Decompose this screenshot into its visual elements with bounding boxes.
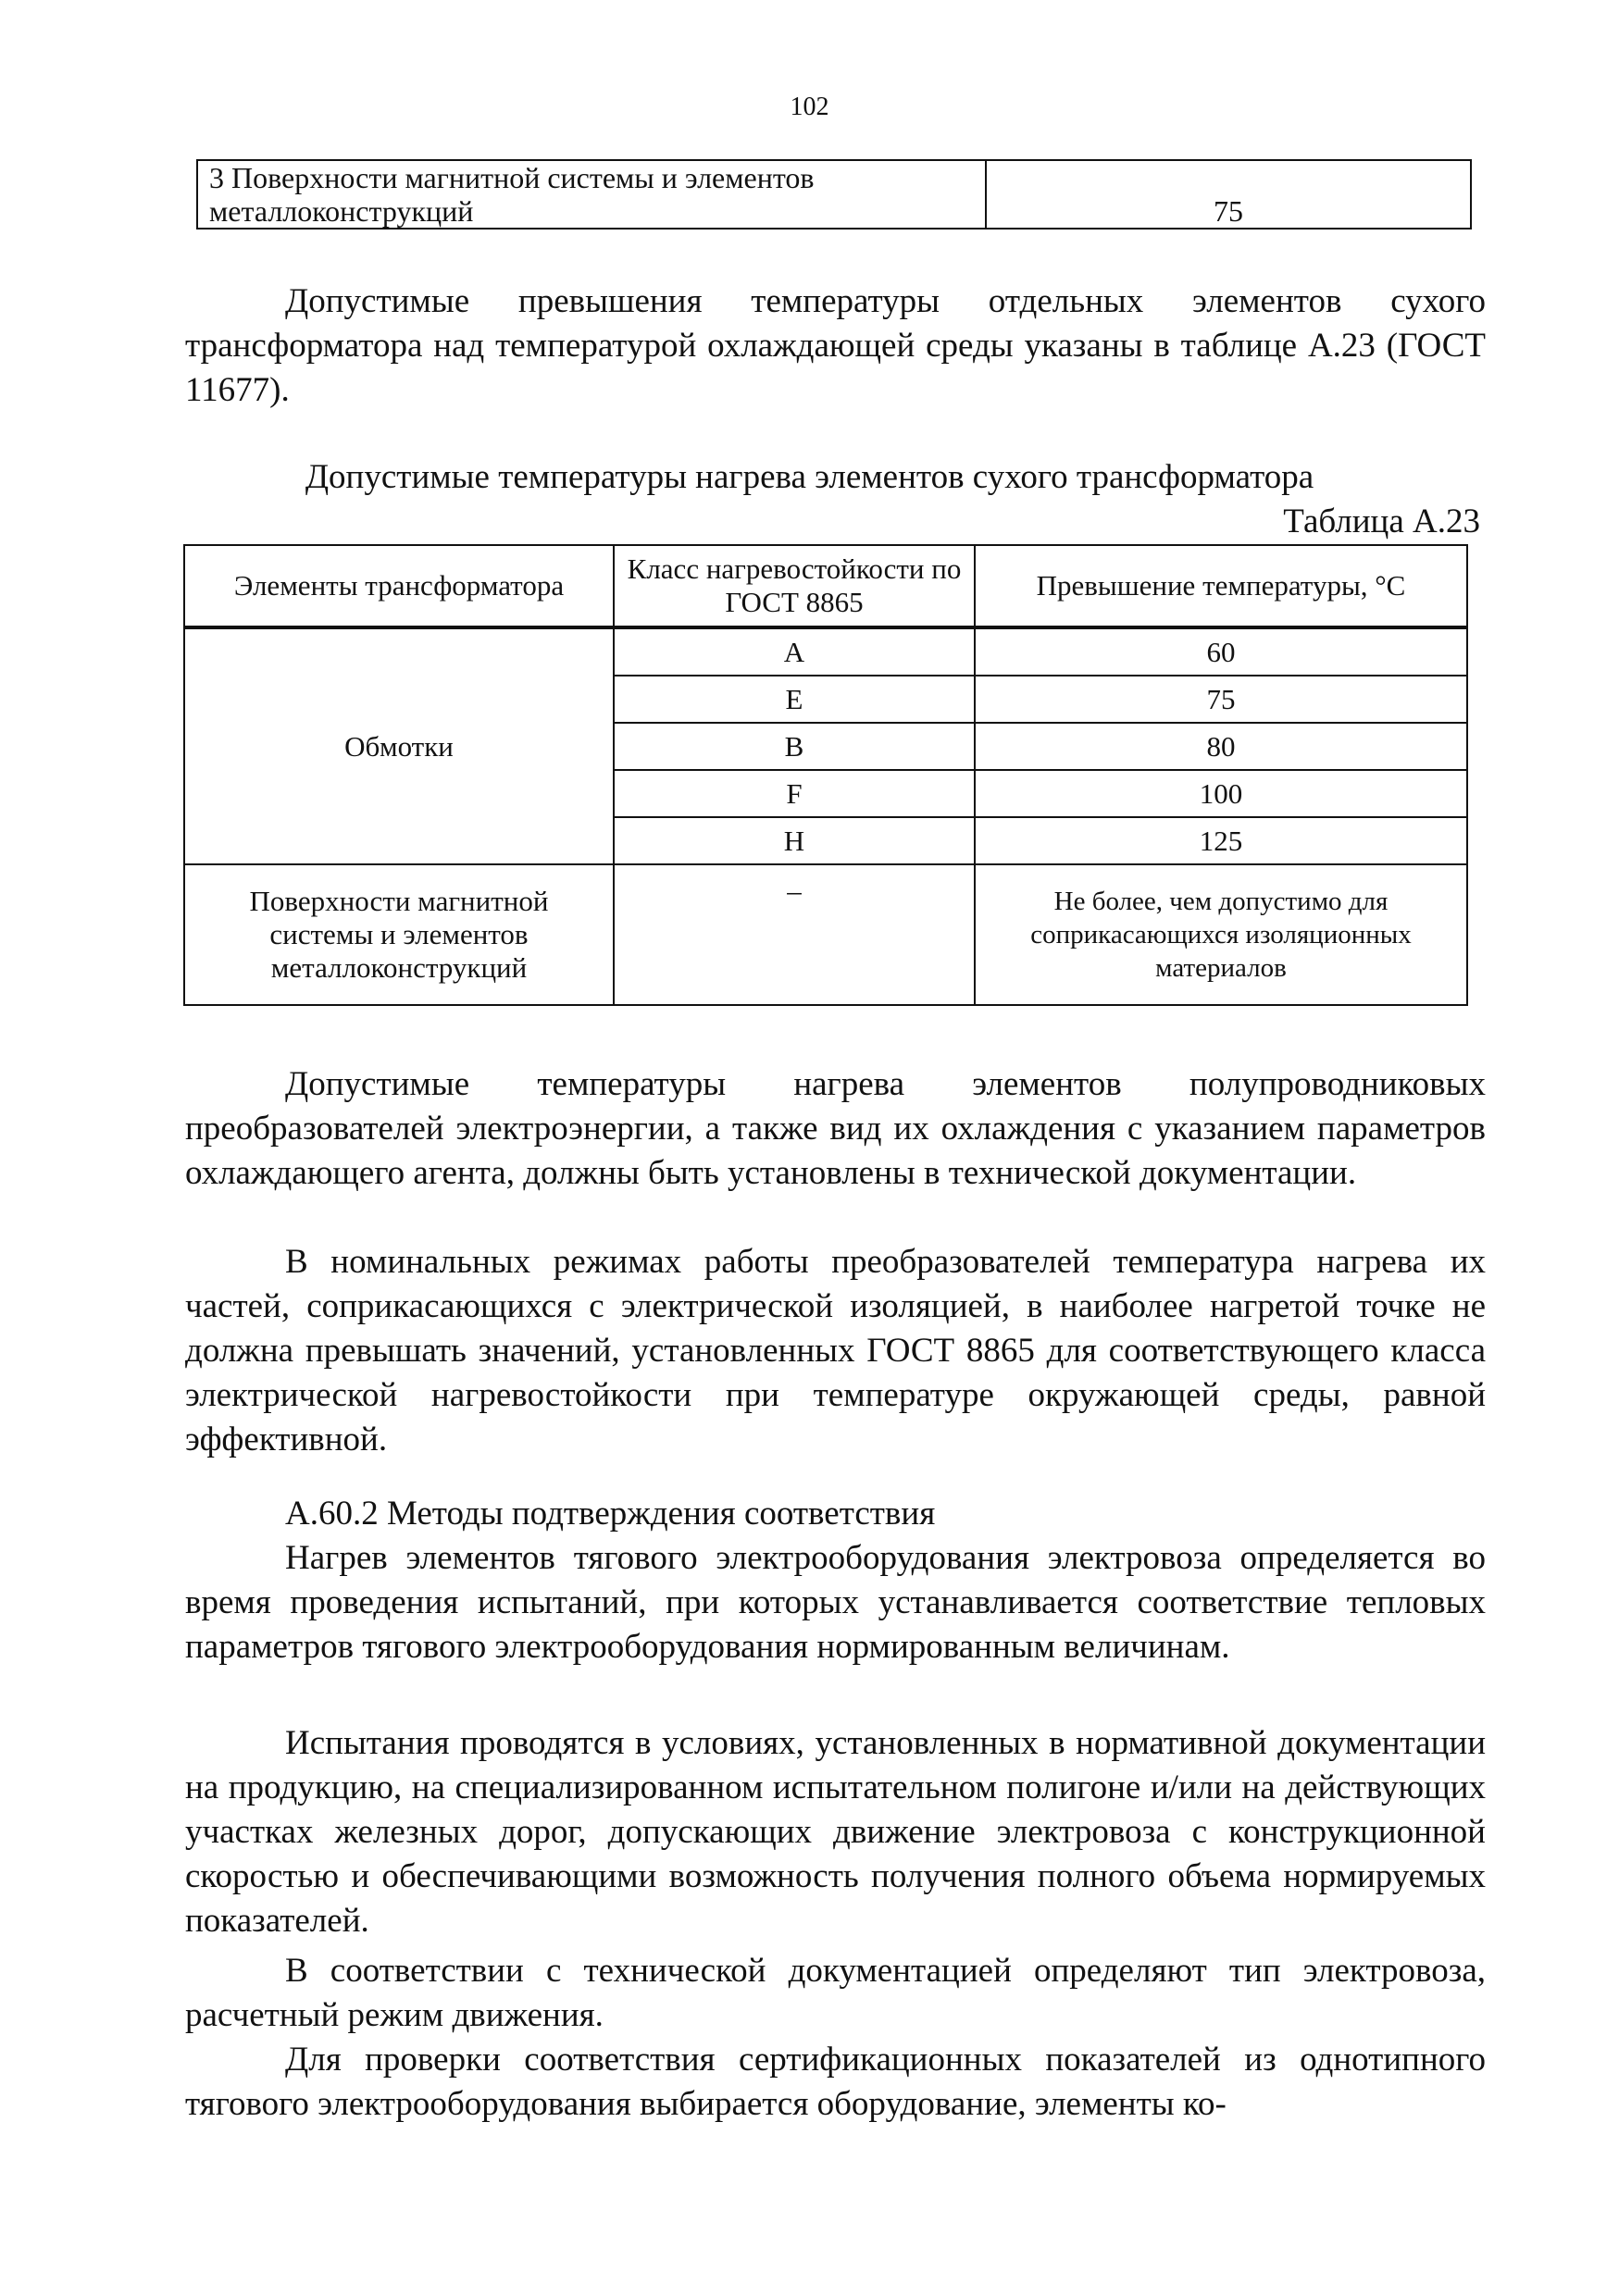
temperature-table xyxy=(183,544,1468,1006)
class-cell: А xyxy=(614,627,975,676)
continued-table xyxy=(196,159,1472,230)
table-cell-element: 3 Поверхности магнитной системы и элементов металлоконструкций xyxy=(197,160,986,229)
table-cell-value: 75 xyxy=(986,160,1471,229)
table-caption: Допустимые температуры нагрева элементов сухого трансформатора xyxy=(305,458,1314,496)
value-cell: 100 xyxy=(975,770,1467,817)
group-label-surfaces: Поверхности магнитной системы и элементов металлоконструкций xyxy=(184,864,614,1005)
class-cell: – xyxy=(614,864,975,1005)
paragraph-verification: Для проверки соответствия сертификационных показателей из однотипного тягового электрооборудования выбирается оборудование, элементы ко- xyxy=(185,2041,1486,2123)
section-title: А.60.2 Методы подтверждения соответствия xyxy=(285,1495,936,1533)
paragraph-documentation: В соответствии с технической документацией определяют тип электровоза, расчетный режим движения. xyxy=(185,1952,1486,2034)
table-row xyxy=(184,864,1467,1005)
table-label: Таблица А.23 xyxy=(1283,503,1480,540)
intro-paragraph: Допустимые превышения температуры отдельных элементов сухого трансформатора над температурой охлаждающей среды указаны в таблице А.23 (ГОСТ 11677). xyxy=(185,282,1486,409)
paragraph-nominal-modes: В номинальных режимах работы преобразователей температура нагрева их частей, соприкасающихся с электрической изоляцией, в наиболее нагретой точке не должна превышать значений, установленных ГОСТ 8865 для соответствующего класса электрической нагревостойкости при температуре окружающей среды, равной эффективной. xyxy=(185,1243,1486,1458)
header-temperature: Превышение температуры, °С xyxy=(975,545,1467,627)
paragraph-semiconductor: Допустимые температуры нагрева элементов полупроводниковых преобразователей электроэнергии, а также вид их охлаждения с указанием параметров охлаждающего агента, должны быть установлены в технической документации. xyxy=(185,1065,1486,1192)
class-cell: F xyxy=(614,770,975,817)
class-cell: В xyxy=(614,723,975,770)
value-cell: 60 xyxy=(975,627,1467,676)
page-number: 102 xyxy=(790,93,829,121)
table-row xyxy=(184,627,1467,676)
paragraph-heating: Нагрев элементов тягового электрооборудования электровоза определяется во время проведения испытаний, при которых устанавливается соответствие тепловых параметров тягового электрооборудования нормированным величинам. xyxy=(185,1539,1486,1666)
class-cell: Н xyxy=(614,817,975,864)
value-cell: 80 xyxy=(975,723,1467,770)
header-elements: Элементы трансформатора xyxy=(184,545,614,627)
group-label-windings: Обмотки xyxy=(184,627,614,864)
value-cell: Не более, чем допустимо для соприкасающихся изоляционных материалов xyxy=(975,864,1467,1005)
class-cell: Е xyxy=(614,676,975,723)
table-header-row xyxy=(184,545,1467,627)
value-cell: 75 xyxy=(975,676,1467,723)
header-class: Класс нагревостойкости по ГОСТ 8865 xyxy=(614,545,975,627)
value-cell: 125 xyxy=(975,817,1467,864)
paragraph-tests: Испытания проводятся в условиях, установленных в нормативной документации на продукцию, на специализированном испытательном полигоне и/или на действующих участках железных дорог, допускающих движение электровоза с конструкционной скоростью и обеспечивающими возможность получения полного объема нормируемых показателей. xyxy=(185,1724,1486,1940)
table-row xyxy=(197,160,1471,229)
